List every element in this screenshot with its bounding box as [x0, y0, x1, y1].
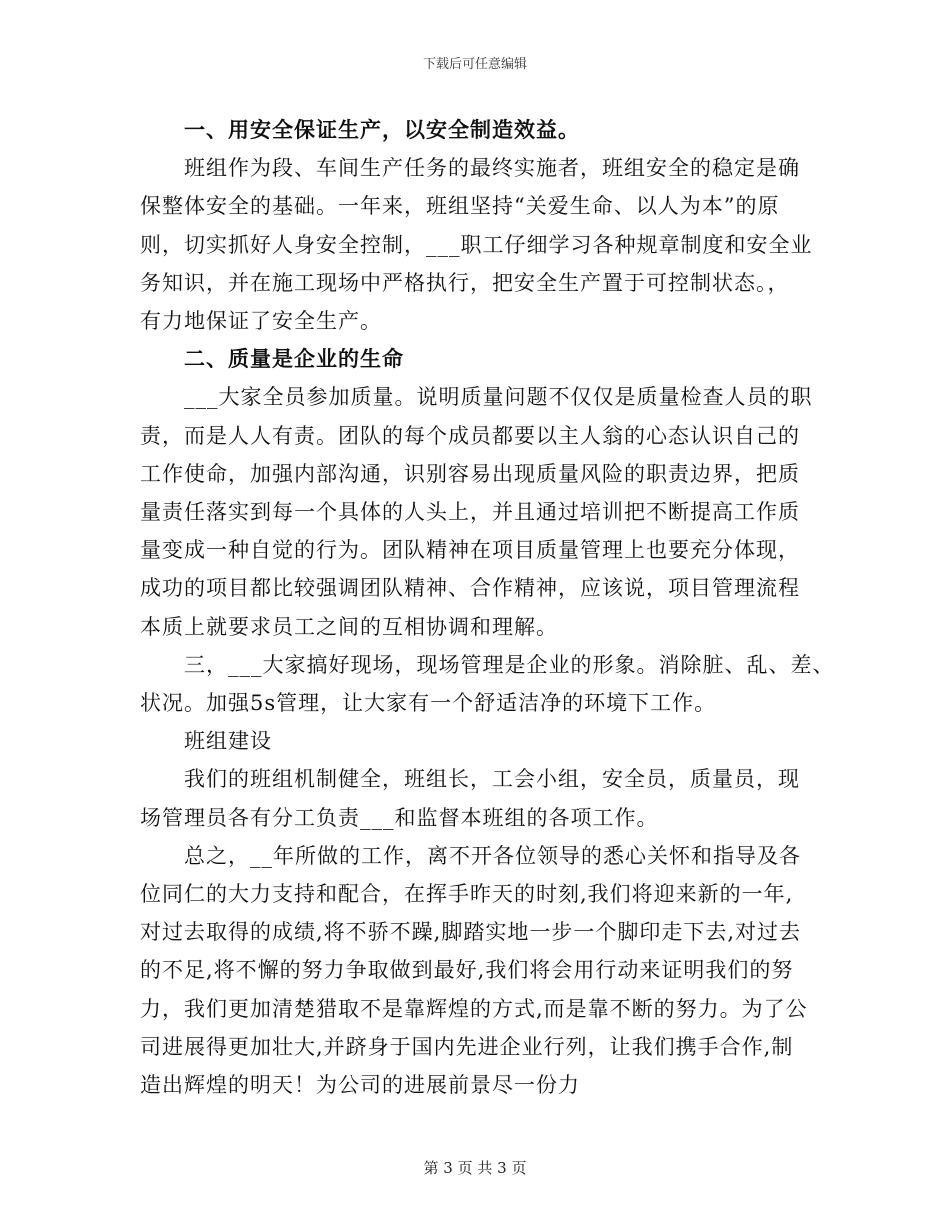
paragraph-line: 本质上就要求员工之间的互相协调和理解。	[140, 614, 558, 639]
paragraph-line: 班组建设	[184, 729, 272, 754]
paragraph-line: 力，我们更加清楚猎取不是靠辉煌的方式,而是靠不断的努力。为了公	[140, 996, 808, 1021]
paragraph-line: 对过去取得的成绩,将不骄不躁,脚踏实地一步一个脚印走下去,对过去	[140, 920, 802, 945]
paragraph-line: 量变成一种自觉的行为。团队精神在项目质量管理上也要充分体现，	[140, 538, 800, 563]
paragraph-line: ___大家全员参加质量。说明质量问题不仅仅是质量检查人员的职	[184, 385, 813, 410]
paragraph-line: 责，而是人人有责。团队的每个成员都要以主人翁的心态认识自己的	[140, 423, 800, 448]
paragraph-line: 保整体安全的基础。一年来，班组坚持“关爱生命、以人为本”的原	[140, 194, 780, 219]
section-heading: 二、质量是企业的生命	[184, 346, 404, 372]
page-header: 下载后可任意编辑	[422, 57, 527, 72]
paragraph-line: 总之，__年所做的工作，离不开各位领导的悉心关怀和指导及各	[184, 843, 801, 868]
paragraph-line: 成功的项目都比较强调团队精神、合作精神，应该说，项目管理流程	[140, 576, 800, 601]
paragraph-line: 务知识，并在施工现场中严格执行，把安全生产置于可控制状态。，	[140, 270, 790, 295]
paragraph-line: 位同仁的大力支持和配合，在挥手昨天的时刻,我们将迎来新的一年,	[140, 882, 794, 906]
paragraph-line: 造出辉煌的明天！为公司的进展前景尽一份力	[140, 1073, 580, 1097]
section-heading: 一、用安全保证生产，以安全制造效益。	[184, 117, 580, 142]
page-footer: 第 3 页 共 3 页	[423, 1159, 527, 1177]
paragraph-line: 司进展得更加壮大,并跻身于国内先进企业行列，让我们携手合作,制	[140, 1034, 794, 1059]
paragraph-line: 的不足,将不懈的努力争取做到最好,我们将会用行动来证明我们的努	[140, 958, 794, 983]
paragraph-line: 场管理员各有分工负责___和监督本班组的各项工作。	[140, 805, 659, 830]
paragraph-line: 工作使命，加强内部沟通，识别容易出现质量风险的职责边界，把质	[140, 461, 800, 486]
paragraph-line: 我们的班组机制健全，班组长，工会小组，安全员，质量员，现	[184, 767, 800, 792]
paragraph-line: 状况。加强5s管理，让大家有一个舒适洁净的环境下工作。	[140, 691, 717, 715]
paragraph-line: 则，切实抓好人身安全控制，___职工仔细学习各种规章制度和安全业	[140, 232, 813, 257]
paragraph-line: 班组作为段、车间生产任务的最终实施者，班组安全的稳定是确	[184, 156, 800, 181]
paragraph-line: 三，___大家搞好现场，现场管理是企业的形象。消除脏、乱、差、	[184, 652, 835, 677]
paragraph-line: 量责任落实到每一个具体的人头上，并且通过培训把不断提高工作质	[140, 500, 800, 524]
paragraph-line: 有力地保证了安全生产。	[140, 309, 382, 333]
